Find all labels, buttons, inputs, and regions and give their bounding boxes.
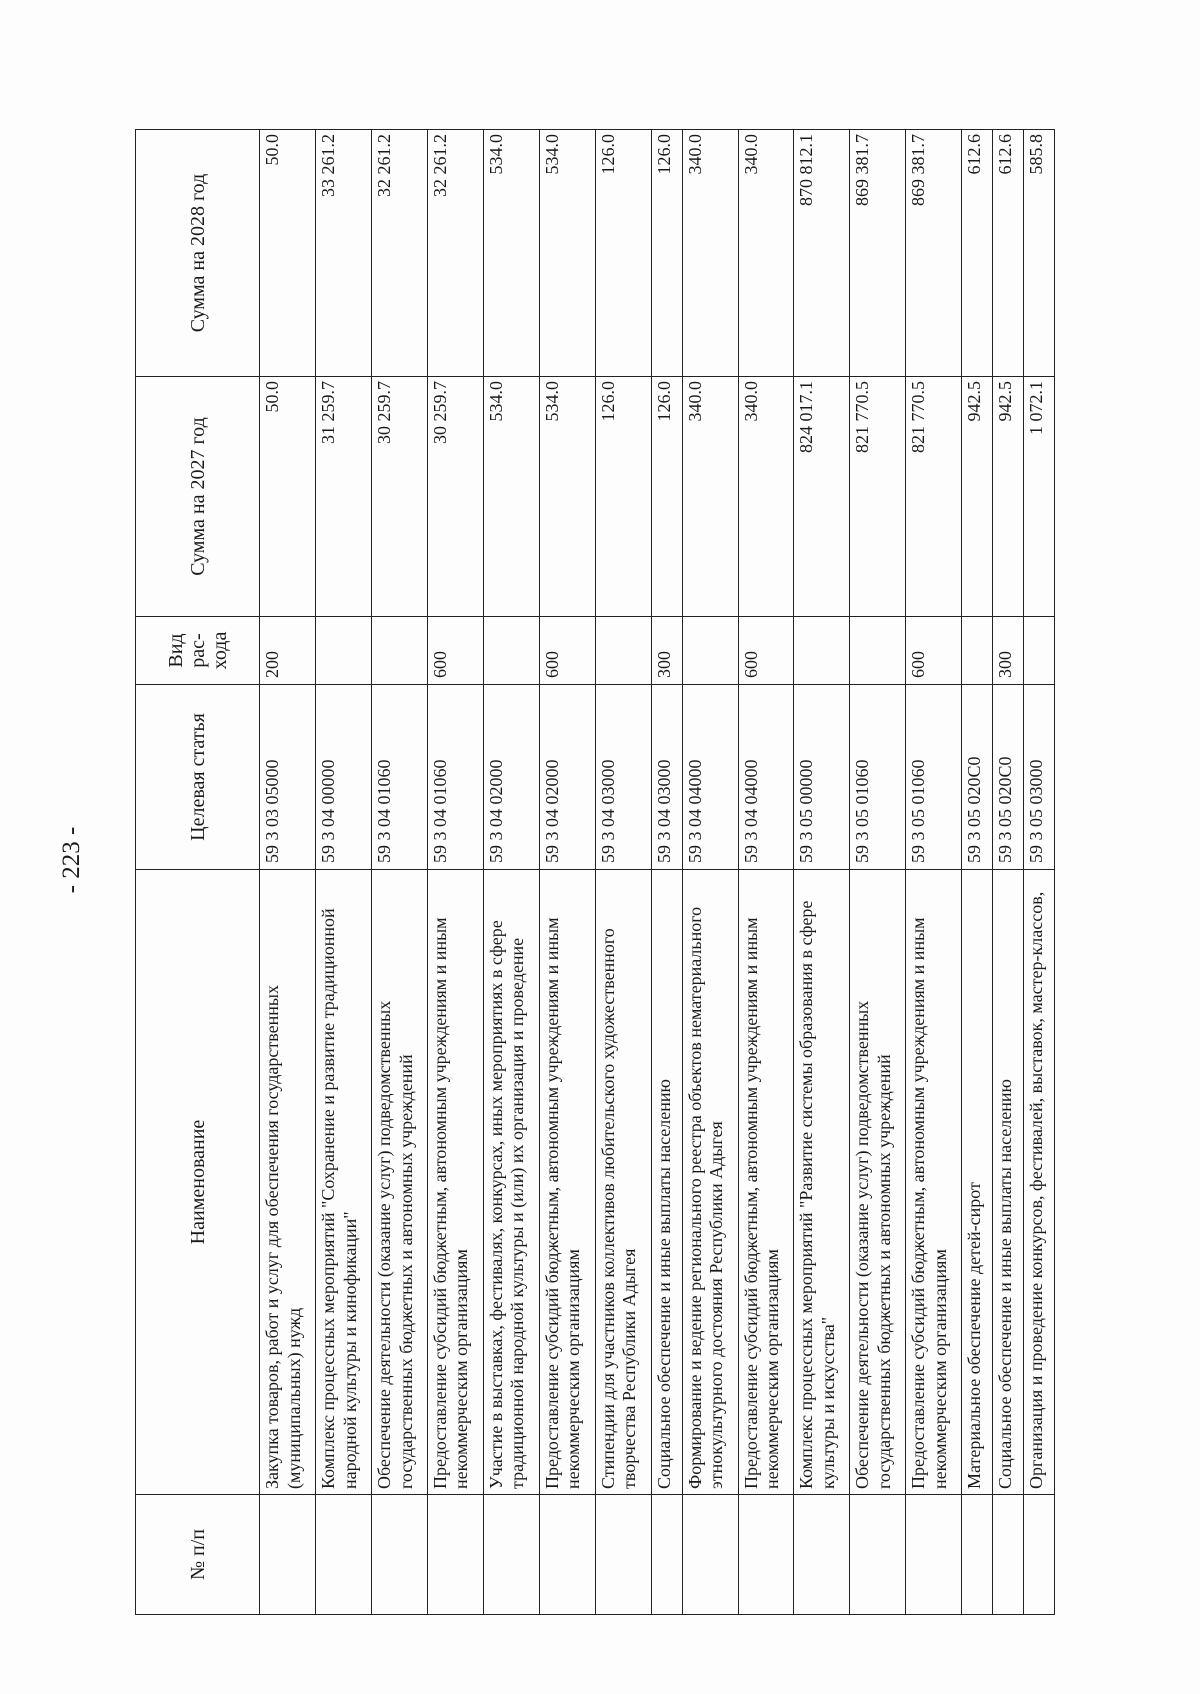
- cell-code: 59 3 04 02000: [483, 685, 539, 870]
- cell-sum-2028: 126.0: [595, 130, 651, 377]
- cell-sum-2028: 33 261.2: [315, 130, 371, 377]
- cell-sum-2027: 30 259.7: [427, 377, 483, 617]
- cell-code: 59 3 04 04000: [682, 685, 738, 870]
- header-sum-2027: Сумма на 2027 год: [136, 377, 260, 617]
- cell-code: 59 3 05 01060: [906, 685, 962, 870]
- table-row: [260, 130, 316, 1615]
- cell-name: Социальное обеспечение и иные выплаты населению: [993, 870, 1024, 1495]
- cell-type: [850, 617, 906, 685]
- cell-type: [371, 617, 427, 685]
- table-row: [682, 130, 738, 1615]
- cell-no: [595, 1495, 651, 1615]
- table-row: [850, 130, 906, 1615]
- cell-name: Закупка товаров, работ и услуг для обеспечения государственных (муниципальных) нужд: [260, 870, 316, 1495]
- cell-code: 59 3 04 01060: [371, 685, 427, 870]
- cell-sum-2027: 340.0: [682, 377, 738, 617]
- cell-sum-2028: 126.0: [651, 130, 682, 377]
- cell-code: 59 3 03 05000: [260, 685, 316, 870]
- cell-type: [595, 617, 651, 685]
- cell-sum-2028: 585.8: [1024, 130, 1055, 377]
- table-row: [794, 130, 850, 1615]
- cell-name: Обеспечение деятельности (оказание услуг) подведомственных государственных бюджетных и автономных учреждений: [850, 870, 906, 1495]
- cell-sum-2027: 31 259.7: [315, 377, 371, 617]
- table-row: [993, 130, 1024, 1615]
- cell-sum-2027: 534.0: [539, 377, 595, 617]
- page-number: - 223 -: [58, 826, 85, 894]
- header-name: Наименование: [136, 870, 260, 1495]
- cell-no: [539, 1495, 595, 1615]
- cell-no: [483, 1495, 539, 1615]
- cell-sum-2027: 1 072.1: [1024, 377, 1055, 617]
- cell-sum-2027: 50.0: [260, 377, 316, 617]
- cell-type: 600: [427, 617, 483, 685]
- cell-no: [371, 1495, 427, 1615]
- cell-sum-2028: 32 261.2: [371, 130, 427, 377]
- cell-type: 300: [651, 617, 682, 685]
- cell-code: 59 3 04 03000: [651, 685, 682, 870]
- table-body: [260, 130, 1055, 1615]
- cell-sum-2028: 869 381.7: [906, 130, 962, 377]
- cell-sum-2027: 534.0: [483, 377, 539, 617]
- cell-sum-2027: 824 017.1: [794, 377, 850, 617]
- header-sum-2028: Сумма на 2028 год: [136, 130, 260, 377]
- cell-code: 59 3 04 02000: [539, 685, 595, 870]
- header-no: № п/п: [136, 1495, 260, 1615]
- cell-no: [850, 1495, 906, 1615]
- cell-sum-2028: 32 261.2: [427, 130, 483, 377]
- cell-type: 600: [738, 617, 794, 685]
- cell-type: 300: [993, 617, 1024, 685]
- cell-code: 59 3 05 00000: [794, 685, 850, 870]
- cell-sum-2028: 534.0: [539, 130, 595, 377]
- cell-no: [315, 1495, 371, 1615]
- table-row: [595, 130, 651, 1615]
- cell-name: Участие в выставках, фестивалях, конкурсах, иных мероприятиях в сфере традиционной народной культуры и (или) их организация и проведение: [483, 870, 539, 1495]
- cell-name: Обеспечение деятельности (оказание услуг) подведомственных государственных бюджетных и автономных учреждений: [371, 870, 427, 1495]
- cell-name: Организация и проведение конкурсов, фестивалей, выставок, мастер-классов,: [1024, 870, 1055, 1495]
- cell-type: 600: [906, 617, 962, 685]
- cell-sum-2027: 126.0: [595, 377, 651, 617]
- header-code: Целевая статья: [136, 685, 260, 870]
- cell-no: [427, 1495, 483, 1615]
- cell-type: [962, 617, 993, 685]
- cell-name: Предоставление субсидий бюджетным, автономным учреждениям и иным некоммерческим организациям: [906, 870, 962, 1495]
- cell-name: Формирование и ведение регионального реестра объектов нематериального этнокультурного достояния Республики Адыгея: [682, 870, 738, 1495]
- cell-name: Предоставление субсидий бюджетным, автономным учреждениям и иным некоммерческим организациям: [427, 870, 483, 1495]
- table-row: [906, 130, 962, 1615]
- cell-no: [738, 1495, 794, 1615]
- cell-no: [906, 1495, 962, 1615]
- cell-name: Предоставление субсидий бюджетным, автономным учреждениям и иным некоммерческим организациям: [539, 870, 595, 1495]
- cell-sum-2027: 821 770.5: [906, 377, 962, 617]
- cell-sum-2028: 869 381.7: [850, 130, 906, 377]
- cell-sum-2028: 50.0: [260, 130, 316, 377]
- cell-sum-2028: 534.0: [483, 130, 539, 377]
- cell-type: [794, 617, 850, 685]
- cell-code: 59 3 04 04000: [738, 685, 794, 870]
- table-header-row: [136, 130, 260, 1615]
- cell-code: 59 3 04 01060: [427, 685, 483, 870]
- cell-name: Стипендии для участников коллективов любительского художественного творчества Республики Адыгея: [595, 870, 651, 1495]
- cell-no: [651, 1495, 682, 1615]
- cell-no: [794, 1495, 850, 1615]
- cell-code: 59 3 04 03000: [595, 685, 651, 870]
- table-row: [738, 130, 794, 1615]
- cell-type: [483, 617, 539, 685]
- table-row: [427, 130, 483, 1615]
- cell-name: Комплекс процессных мероприятий "Развитие системы образования в сфере культуры и искусства": [794, 870, 850, 1495]
- cell-sum-2027: 126.0: [651, 377, 682, 617]
- cell-code: 59 3 05 020С0: [962, 685, 993, 870]
- cell-type: 600: [539, 617, 595, 685]
- cell-name: Материальное обеспечение детей-сирот: [962, 870, 993, 1495]
- cell-no: [962, 1495, 993, 1615]
- cell-name: Социальное обеспечение и иные выплаты населению: [651, 870, 682, 1495]
- cell-sum-2028: 612.6: [962, 130, 993, 377]
- cell-sum-2027: 340.0: [738, 377, 794, 617]
- cell-sum-2027: 30 259.7: [371, 377, 427, 617]
- cell-name: Комплекс процессных мероприятий "Сохранение и развитие традиционной народной культуры и кинофикации": [315, 870, 371, 1495]
- cell-sum-2027: 821 770.5: [850, 377, 906, 617]
- table-row: [651, 130, 682, 1615]
- cell-code: 59 3 04 00000: [315, 685, 371, 870]
- cell-no: [260, 1495, 316, 1615]
- header-type: Вид рас- хода: [136, 617, 260, 685]
- cell-sum-2028: 612.6: [993, 130, 1024, 377]
- table-row: [483, 130, 539, 1615]
- cell-sum-2028: 340.0: [682, 130, 738, 377]
- table-row: [371, 130, 427, 1615]
- cell-name: Предоставление субсидий бюджетным, автономным учреждениям и иным некоммерческим организациям: [738, 870, 794, 1495]
- cell-type: [315, 617, 371, 685]
- cell-sum-2028: 340.0: [738, 130, 794, 377]
- table-row: [315, 130, 371, 1615]
- table-row: [539, 130, 595, 1615]
- cell-code: 59 3 05 020С0: [993, 685, 1024, 870]
- cell-type: 200: [260, 617, 316, 685]
- cell-type: [682, 617, 738, 685]
- cell-no: [682, 1495, 738, 1615]
- cell-no: [993, 1495, 1024, 1615]
- budget-table: [135, 129, 1055, 1615]
- cell-code: 59 3 05 01060: [850, 685, 906, 870]
- table-rotation-frame: [135, 130, 1055, 1615]
- cell-sum-2028: 870 812.1: [794, 130, 850, 377]
- cell-type: [1024, 617, 1055, 685]
- table-row: [1024, 130, 1055, 1615]
- table-row: [962, 130, 993, 1615]
- cell-no: [1024, 1495, 1055, 1615]
- cell-code: 59 3 05 03000: [1024, 685, 1055, 870]
- cell-sum-2027: 942.5: [993, 377, 1024, 617]
- cell-sum-2027: 942.5: [962, 377, 993, 617]
